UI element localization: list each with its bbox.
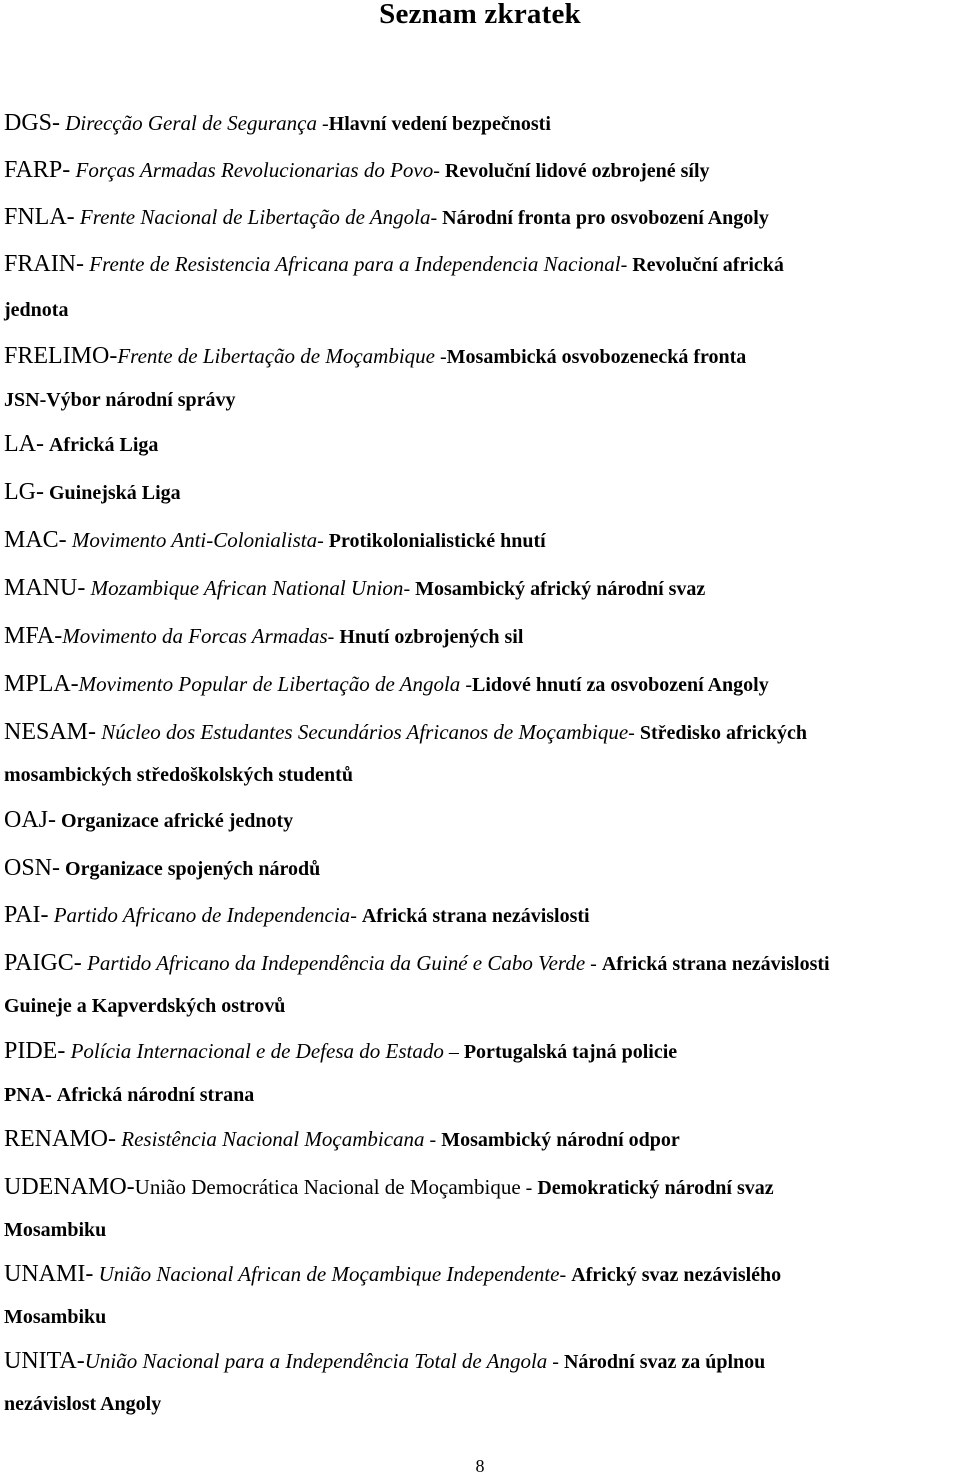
original-name: Mozambique African National Union bbox=[85, 576, 404, 600]
abbreviation: JSN- bbox=[4, 389, 47, 411]
original-name: Movimento da Forcas Armadas bbox=[62, 624, 328, 648]
czech-translation: Mosambický africký národní svaz bbox=[415, 578, 706, 600]
original-name: Frente de Libertação de Moçambique bbox=[117, 344, 435, 368]
czech-translation: Výbor národní správy bbox=[46, 389, 236, 411]
list-item bbox=[4, 565, 956, 611]
list-item bbox=[4, 421, 956, 467]
czech-translation: Mosambická osvobozenecká fronta bbox=[446, 346, 747, 368]
separator: - bbox=[547, 1351, 564, 1373]
czech-translation: Guinejská Liga bbox=[48, 482, 181, 504]
czech-translation: Africký svaz nezávislého bbox=[571, 1264, 782, 1286]
abbreviation: FNLA- bbox=[4, 204, 75, 230]
czech-translation: Revoluční lidové ozbrojené síly bbox=[444, 160, 710, 182]
abbreviation: UDENAMO- bbox=[4, 1174, 135, 1200]
separator: - bbox=[559, 1264, 572, 1286]
separator: - bbox=[317, 113, 329, 135]
czech-translation: Demokratický národní svaz bbox=[537, 1177, 774, 1199]
separator: - bbox=[327, 626, 340, 648]
abbreviation: FRAIN- bbox=[4, 251, 85, 277]
czech-translation: Lidové hnutí za osvobození Angoly bbox=[471, 674, 769, 696]
list-item bbox=[4, 1028, 956, 1074]
list-item bbox=[4, 377, 956, 423]
abbreviation: PIDE- bbox=[4, 1038, 66, 1064]
czech-translation: Hnutí ozbrojených sil bbox=[339, 626, 524, 648]
czech-translation: Organizace spojených národů bbox=[65, 858, 321, 880]
abbreviation: MANU- bbox=[4, 575, 86, 601]
separator: - bbox=[585, 953, 602, 975]
original-name: União Nacional para a Independência Total de Angola bbox=[84, 1349, 548, 1373]
original-name: Partido Africano de Independencia bbox=[48, 903, 351, 927]
original-name: Polícia Internacional e de Defesa do Estado bbox=[65, 1039, 444, 1063]
list-item bbox=[4, 469, 956, 515]
page-title: Seznam zkratek bbox=[379, 0, 581, 30]
czech-translation-continued: Mosambiku bbox=[4, 1219, 107, 1241]
original-name: União Nacional African de Moçambique Independente bbox=[93, 1262, 560, 1286]
list-item bbox=[4, 1251, 956, 1337]
czech-translation: Africká Liga bbox=[48, 434, 159, 456]
czech-translation: Národní svaz za úplnou bbox=[563, 1351, 766, 1373]
czech-translation: Africká národní strana bbox=[56, 1084, 255, 1106]
abbreviation: NESAM- bbox=[4, 719, 97, 745]
czech-translation: Africká strana nezávislosti bbox=[361, 905, 590, 927]
abbreviation: UNITA- bbox=[4, 1348, 85, 1374]
list-item bbox=[4, 100, 956, 146]
abbreviation: MFA- bbox=[4, 623, 63, 649]
list-item bbox=[4, 892, 956, 938]
separator: - bbox=[424, 1129, 442, 1151]
abbreviation: PAIGC- bbox=[4, 950, 82, 976]
abbreviation: UNAMI- bbox=[4, 1261, 94, 1287]
czech-translation: Protikolonialistické hnutí bbox=[328, 530, 546, 552]
czech-translation: Portugalská tajná policie bbox=[463, 1041, 678, 1063]
list-item bbox=[4, 797, 956, 843]
czech-translation-continued: jednota bbox=[4, 299, 69, 321]
separator: - bbox=[520, 1177, 538, 1199]
abbreviation: RENAMO- bbox=[4, 1126, 116, 1152]
original-name: Núcleo dos Estudantes Secundários Africanos de Moçambique bbox=[96, 720, 629, 744]
original-name: Resistência Nacional Moçambicana bbox=[116, 1127, 425, 1151]
abbreviation: LG- bbox=[4, 479, 44, 505]
list-item bbox=[4, 1116, 956, 1162]
list-item bbox=[4, 147, 956, 193]
separator: - bbox=[620, 254, 633, 276]
abbreviation: FARP- bbox=[4, 157, 71, 183]
separator: - bbox=[350, 905, 362, 927]
separator: – bbox=[443, 1041, 464, 1063]
czech-translation-continued: Guineje a Kapverdských ostrovů bbox=[4, 995, 286, 1017]
original-name: Forças Armadas Revolucionarias do Povo bbox=[70, 158, 434, 182]
original-name: Movimento Popular de Libertação de Angola bbox=[78, 672, 461, 696]
abbreviation: PNA- bbox=[4, 1084, 52, 1106]
list-item bbox=[4, 845, 956, 891]
original-name: Partido Africano da Independência da Guiné e Cabo Verde bbox=[81, 951, 586, 975]
list-item bbox=[4, 1338, 956, 1424]
list-item bbox=[4, 940, 956, 1026]
separator: - bbox=[628, 722, 640, 744]
list-item bbox=[4, 1164, 956, 1250]
abbreviation: LA- bbox=[4, 431, 44, 457]
abbreviation: MAC- bbox=[4, 527, 67, 553]
czech-translation: Revoluční africká bbox=[632, 254, 784, 276]
original-name: Direcção Geral de Segurança bbox=[60, 111, 317, 135]
original-name: União Democrática Nacional de Moçambique bbox=[134, 1175, 521, 1199]
czech-translation: Mosambický národní odpor bbox=[441, 1129, 680, 1151]
list-item bbox=[4, 517, 956, 563]
abbreviation: MPLA- bbox=[4, 671, 79, 697]
list-item bbox=[4, 333, 956, 379]
czech-translation: Hlavní vedení bezpečnosti bbox=[328, 113, 551, 135]
czech-translation: Africká strana nezávislosti bbox=[601, 953, 830, 975]
separator: - bbox=[460, 674, 472, 696]
abbreviation: FRELIMO- bbox=[4, 343, 118, 369]
list-item bbox=[4, 709, 956, 795]
separator: - bbox=[403, 578, 416, 600]
list-item bbox=[4, 194, 956, 240]
separator: - bbox=[317, 530, 329, 552]
czech-translation: Středisko afrických bbox=[639, 722, 808, 744]
czech-translation: Národní fronta pro osvobození Angoly bbox=[442, 207, 769, 229]
original-name: Movimento Anti-Colonialista bbox=[66, 528, 318, 552]
list-item bbox=[4, 613, 956, 659]
abbreviation: OSN- bbox=[4, 855, 61, 881]
czech-translation-continued: nezávislost Angoly bbox=[4, 1393, 162, 1415]
abbreviation: PAI- bbox=[4, 902, 49, 928]
czech-translation: Organizace africké jednoty bbox=[61, 810, 294, 832]
czech-translation-continued: Mosambiku bbox=[4, 1306, 107, 1328]
list-item bbox=[4, 241, 956, 333]
list-item bbox=[4, 661, 956, 707]
original-name: Frente de Resistencia Africana para a Independencia Nacional bbox=[84, 252, 621, 276]
original-name: Frente Nacional de Libertação de Angola bbox=[74, 205, 431, 229]
separator: - bbox=[433, 160, 445, 182]
abbreviation: OAJ- bbox=[4, 807, 56, 833]
separator: - bbox=[430, 207, 443, 229]
separator: - bbox=[434, 346, 447, 368]
abbreviation: DGS- bbox=[4, 110, 61, 136]
list-item bbox=[4, 1072, 956, 1118]
czech-translation-continued: mosambických středoškolských studentů bbox=[4, 764, 353, 786]
page-number: 8 bbox=[475, 1456, 485, 1476]
